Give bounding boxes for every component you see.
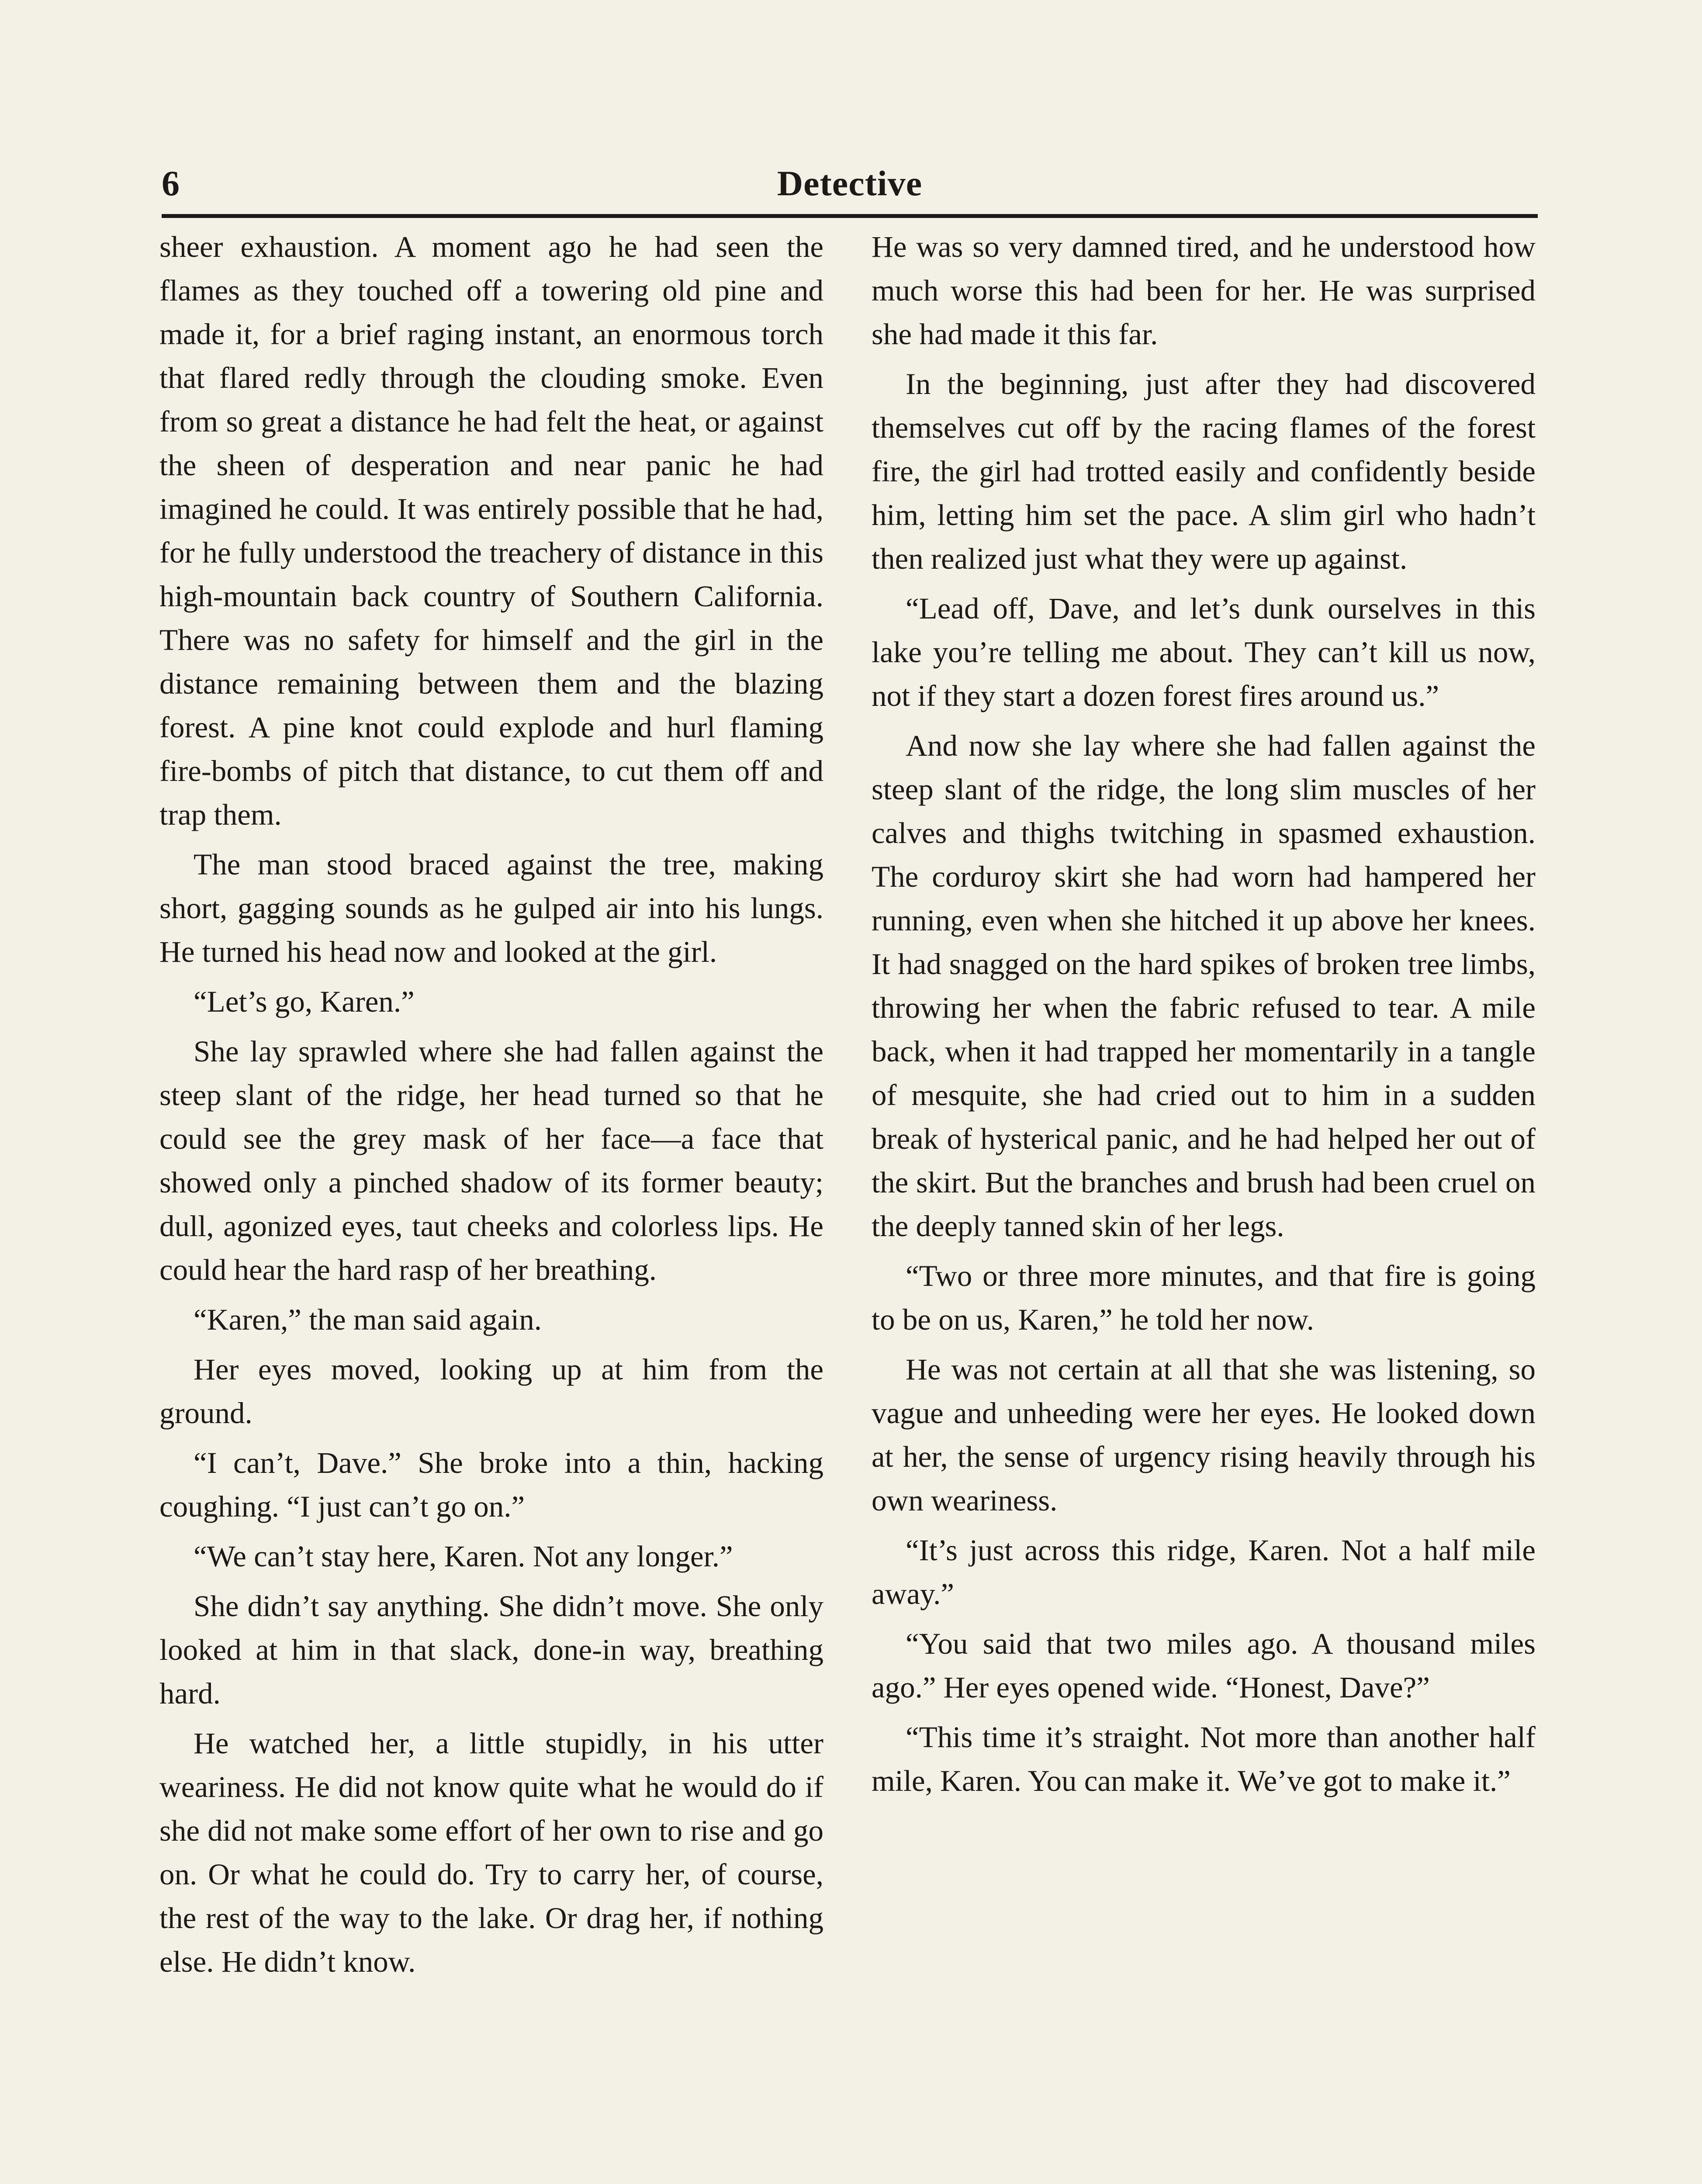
paragraph: “Let’s go, Karen.”	[194, 985, 415, 1018]
paragraph: The man stood braced against the tree, making short, gagging sounds as he gulped air into his lungs. He turned his head now and looked at the girl.	[159, 848, 823, 968]
paragraph: “Karen,” the man said again.	[194, 1303, 542, 1336]
paragraph: sheer exhaustion. A moment ago he had seen the flames as they touched off a towering old pine and made it, for a brief raging instant, an enormous torch that flared redly through the clouding smoke. Even from so great a distance he had felt the heat, or against the sheen of desperation and near panic he had imagined he could. It was entirely possible that he had, for he fully understood the treachery of distance in this high-mountain back country of Southern California. There was no safety for himself and the girl in the distance remaining between them and the blazing forest. A pine knot could explode and hurl flaming fire-bombs of pitch that distance, to cut them off and trap them.	[159, 230, 823, 831]
page-header	[162, 157, 1538, 218]
left-column	[159, 225, 823, 1990]
paragraph: He was not certain at all that she was listening, so vague and unheeding were her eyes. He looked down at her, the sense of urgency rising heavily through his own weariness.	[872, 1353, 1536, 1517]
page-number: 6	[162, 163, 180, 203]
paragraph: She lay sprawled where she had fallen against the steep slant of the ridge, her head turned so that he could see the grey mask of her face—a face that showed only a pinched shadow of its former beauty; dull, agonized eyes, taut cheeks and colorless lips. He could hear the hard rasp of her breathing.	[159, 1035, 823, 1286]
paragraph: “Two or three more minutes, and that fire is going to be on us, Karen,” he told her now.	[872, 1259, 1536, 1336]
paragraph: “Lead off, Dave, and let’s dunk ourselves in this lake you’re telling me about. They can’t kill us now, not if they start a dozen forest fires around us.”	[872, 592, 1536, 712]
paragraph: He was so very damned tired, and he understood how much worse this had been for her. He was surprised she had made it this far.	[872, 230, 1536, 351]
paragraph: And now she lay where she had fallen against the steep slant of the ridge, the long slim muscles of her calves and thighs twitching in spasmed exhaustion. The corduroy skirt she had worn had hampered her running, even when she hitched it up above her knees. It had snagged on the hard spikes of broken tree limbs, throwing her when the fabric refused to tear. A mile back, when it had trapped her momentarily in a tangle of mesquite, she had cried out to him in a sudden break of hysterical panic, and he had helped her out of the skirt. But the branches and brush had been cruel on the deeply tanned skin of her legs.	[872, 729, 1536, 1243]
paragraph: “It’s just across this ridge, Karen. Not a half mile away.”	[872, 1534, 1536, 1610]
running-title: Detective	[777, 163, 923, 203]
paragraph: She didn’t say anything. She didn’t move. She only looked at him in that slack, done-in way, breathing hard.	[159, 1590, 823, 1710]
paragraph: Her eyes moved, looking up at him from the ground.	[159, 1353, 823, 1430]
paragraph: In the beginning, just after they had discovered themselves cut off by the racing flames of the forest fire, the girl had trotted easily and confidently beside him, letting him set the pace. A slim girl who hadn’t then realized just what they were up against.	[872, 367, 1536, 575]
paragraph: “I can’t, Dave.” She broke into a thin, hacking coughing. “I just can’t go on.”	[159, 1446, 823, 1523]
paragraph: “You said that two miles ago. A thousand miles ago.” Her eyes opened wide. “Honest, Dave?”	[872, 1627, 1536, 1704]
right-column	[872, 225, 1536, 1809]
paragraph: “We can’t stay here, Karen. Not any longer.”	[194, 1540, 733, 1573]
paragraph: He watched her, a little stupidly, in his utter weariness. He did not know quite what he would do if she did not make some effort of her own to rise and go on. Or what he could do. Try to carry her, of course, the rest of the way to the lake. Or drag her, if nothing else. He didn’t know.	[159, 1727, 823, 1978]
paragraph: “This time it’s straight. Not more than another half mile, Karen. You can make it. We’ve got to make it.”	[872, 1721, 1536, 1797]
